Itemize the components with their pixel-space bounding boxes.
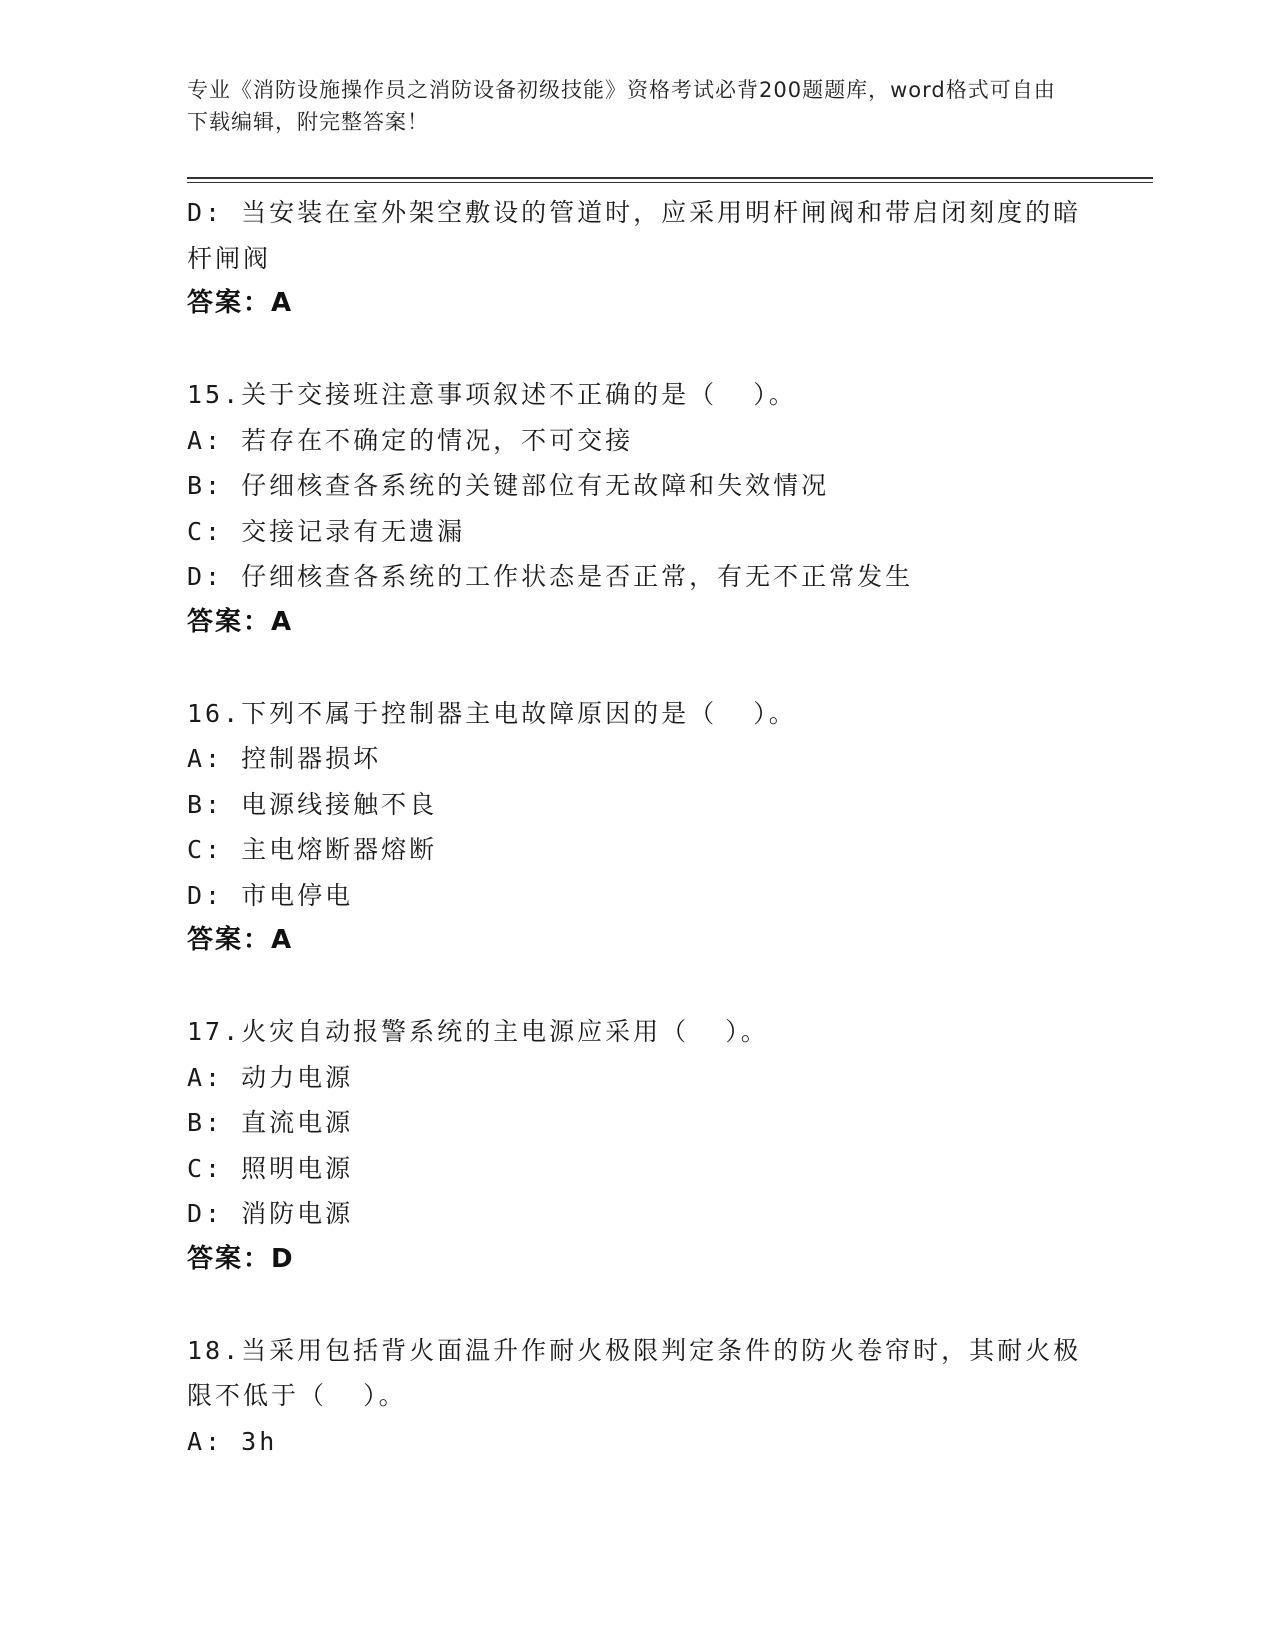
spacer (187, 645, 1087, 691)
spacer (187, 964, 1087, 1010)
option-c: C: 交接记录有无遗漏 (187, 516, 466, 546)
question-15 (187, 372, 1087, 645)
option-a: A: 动力电源 (187, 1062, 354, 1092)
option-a: A: 控制器损坏 (187, 744, 382, 773)
option-b: B: 仔细核查各系统的关键部位有无故障和失效情况 (187, 471, 830, 500)
document-header: 专业《消防设施操作员之消防设备初级技能》资格考试必背200题题库，word格式可自由下载编辑，附完整答案！ (187, 78, 1056, 134)
prev-question-option-d: D: 当安装在室外架空敷设的管道时，应采用明杆闸阀和带启闭刻度的暗杆闸阀 (187, 198, 1082, 273)
spacer (187, 327, 1087, 373)
option-a: A: 3h (187, 1426, 278, 1456)
question-16 (187, 691, 1087, 964)
header-rule-thick (187, 177, 1153, 179)
answer: 答案：D (187, 1243, 295, 1274)
spacer (187, 1282, 1087, 1328)
question-stem: 15.关于交接班注意事项叙述不正确的是（ ）。 (187, 380, 797, 409)
option-b: B: 电源线接触不良 (187, 789, 438, 819)
question-stem: 18.当采用包括背火面温升作耐火极限判定条件的防火卷帘时，其耐火极限不低于（ ）。 (187, 1335, 1082, 1410)
option-b: B: 直流电源 (187, 1108, 354, 1137)
option-d: D: 市电停电 (187, 880, 354, 910)
option-c: C: 照明电源 (187, 1153, 354, 1183)
question-list (187, 190, 1087, 1464)
option-c: C: 主电熔断器熔断 (187, 835, 438, 864)
question-stem: 17.火灾自动报警系统的主电源应采用（ ）。 (187, 1017, 769, 1046)
answer: 答案：A (187, 925, 294, 955)
option-a: A: 若存在不确定的情况，不可交接 (187, 425, 634, 455)
question-stem: 16.下列不属于控制器主电故障原因的是（ ）。 (187, 698, 797, 728)
answer: 答案：A (187, 606, 294, 637)
prev-question-answer: 答案：A (187, 288, 294, 318)
option-d: D: 仔细核查各系统的工作状态是否正常，有无不正常发生 (187, 562, 914, 591)
header-rule-thin (187, 182, 1153, 183)
option-d: D: 消防电源 (187, 1199, 354, 1228)
question-18 (187, 1328, 1087, 1465)
question-17 (187, 1009, 1087, 1282)
